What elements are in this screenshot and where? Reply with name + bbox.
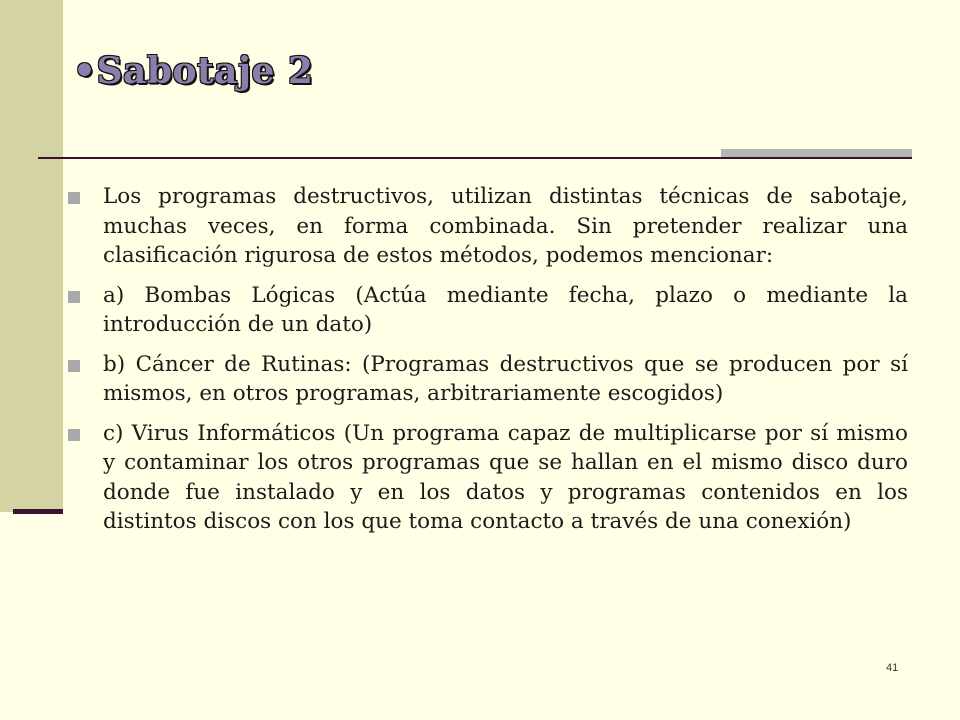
square-bullet-icon bbox=[68, 360, 80, 372]
bullet-text: b) Cáncer de Rutinas: (Programas destructivos que se producen por sí mismos, en otros programas, arbitrariamente escogidos) bbox=[103, 351, 908, 406]
side-bar-end-line bbox=[13, 509, 63, 514]
side-bar bbox=[0, 0, 63, 512]
page-number: 41 bbox=[886, 662, 899, 674]
square-bullet-icon bbox=[68, 192, 80, 204]
slide-title: •Sabotaje 2 bbox=[73, 50, 314, 92]
bullet-text: Los programas destructivos, utilizan distintas técnicas de sabotaje, muchas veces, en forma combinada. Sin pretender realizar una clasificación rigurosa de estos métodos, podemos mencionar: bbox=[103, 184, 908, 268]
square-bullet-icon bbox=[68, 429, 80, 441]
bullet-item-bombas-logicas bbox=[66, 281, 908, 340]
bullet-item-cancer-rutinas bbox=[66, 350, 908, 409]
bullet-item-intro bbox=[66, 182, 908, 271]
title-rule bbox=[38, 157, 912, 159]
bullet-text: a) Bombas Lógicas (Actúa mediante fecha, plazo o mediante la introducción de un dato) bbox=[103, 282, 908, 337]
bullet-item-virus-informaticos bbox=[66, 419, 908, 537]
bullet-list bbox=[66, 182, 908, 547]
square-bullet-icon bbox=[68, 291, 80, 303]
bullet-text: c) Virus Informáticos (Un programa capaz de multiplicarse por sí mismo y contaminar los otros programas que se hallan en el mismo disco duro donde fue instalado y en los datos y programas contenidos en los distintos discos con los que toma contacto a través de una conexión) bbox=[103, 420, 908, 534]
